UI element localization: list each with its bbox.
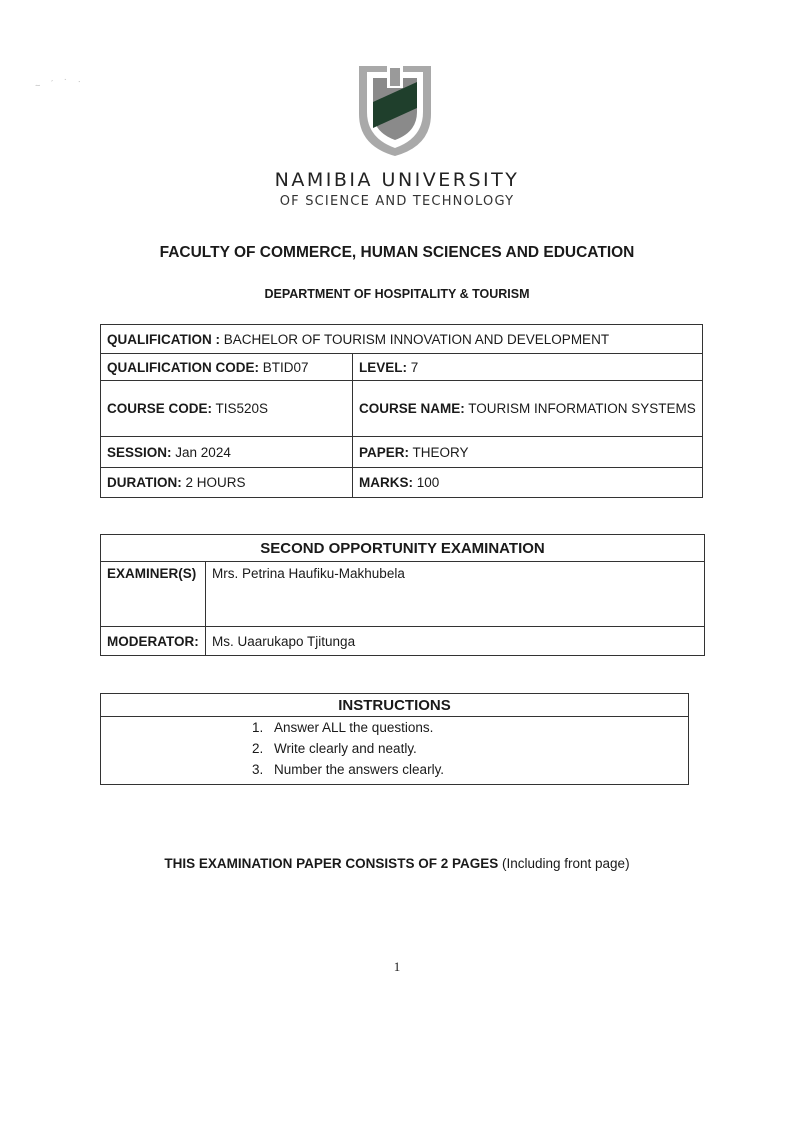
- duration-label: DURATION:: [107, 475, 182, 490]
- examiner-label: EXAMINER(S): [101, 562, 206, 627]
- level-label: LEVEL:: [359, 359, 408, 375]
- instructions-title: INSTRUCTIONS: [101, 694, 689, 717]
- paper-cell: [353, 437, 703, 468]
- department-heading: DEPARTMENT OF HOSPITALITY & TOURISM: [264, 287, 530, 301]
- page-count-bold: THIS EXAMINATION PAPER CONSISTS OF 2 PAGES: [164, 856, 499, 871]
- qualification-value: BACHELOR OF TOURISM INNOVATION AND DEVELOPMENT: [223, 331, 610, 347]
- instructions-list: [107, 717, 682, 784]
- duration-cell: [101, 468, 353, 498]
- margin-scribble: ~ ˊ ˋ ·: [34, 75, 86, 91]
- qualification-code-label: QUALIFICATION CODE:: [107, 359, 259, 375]
- course-info-table: [100, 324, 703, 498]
- course-name-label: COURSE NAME:: [359, 401, 465, 416]
- marks-label: MARKS:: [359, 475, 413, 490]
- marks-cell: [353, 468, 703, 498]
- exam-title: SECOND OPPORTUNITY EXAMINATION: [101, 535, 705, 562]
- page-count-normal: (Including front page): [501, 856, 630, 871]
- paper-value: THEORY: [412, 444, 469, 460]
- instruction-text: Write clearly and neatly.: [274, 741, 417, 756]
- course-code-cell: [101, 381, 353, 437]
- university-subtitle: OF SCIENCE AND TECHNOLOGY: [279, 194, 515, 209]
- page-count-note: [0, 856, 794, 871]
- course-name-value: TOURISM INFORMATION SYSTEMS: [468, 401, 696, 416]
- instruction-item: [107, 738, 682, 759]
- session-value: Jan 2024: [175, 444, 231, 460]
- instructions-table: [100, 693, 689, 785]
- instruction-number: 3.: [252, 762, 264, 777]
- university-crest-icon: [355, 62, 435, 158]
- examination-table: [100, 534, 705, 656]
- examiner-value: Mrs. Petrina Haufiku-Makhubela: [206, 562, 705, 627]
- qualification-code-value: BTID07: [262, 359, 309, 375]
- instruction-number: 2.: [252, 741, 264, 756]
- course-name-cell: [353, 381, 703, 437]
- session-label: SESSION:: [107, 444, 172, 460]
- instruction-text: Answer ALL the questions.: [274, 720, 434, 735]
- level-cell: [353, 354, 703, 381]
- instructions-body: [101, 717, 689, 785]
- instruction-item: [107, 759, 682, 780]
- faculty-heading: FACULTY OF COMMERCE, HUMAN SCIENCES AND EDUCATION: [159, 244, 635, 261]
- university-name: NAMIBIA UNIVERSITY: [274, 169, 520, 191]
- session-cell: [101, 437, 353, 468]
- paper-label: PAPER:: [359, 444, 410, 460]
- course-code-value: TIS520S: [215, 401, 269, 416]
- page-number: 1: [393, 959, 401, 974]
- moderator-value: Ms. Uaarukapo Tjitunga: [206, 627, 705, 656]
- instruction-number: 1.: [252, 720, 264, 735]
- marks-value: 100: [416, 475, 440, 490]
- instruction-text: Number the answers clearly.: [274, 762, 445, 777]
- qualification-label: QUALIFICATION :: [107, 331, 220, 347]
- qualification-code-cell: [101, 354, 353, 381]
- moderator-label: MODERATOR:: [101, 627, 206, 656]
- duration-value: 2 HOURS: [185, 475, 246, 490]
- instruction-item: [107, 717, 682, 738]
- qualification-cell: [101, 325, 703, 354]
- course-code-label: COURSE CODE:: [107, 401, 213, 416]
- level-value: 7: [410, 359, 419, 375]
